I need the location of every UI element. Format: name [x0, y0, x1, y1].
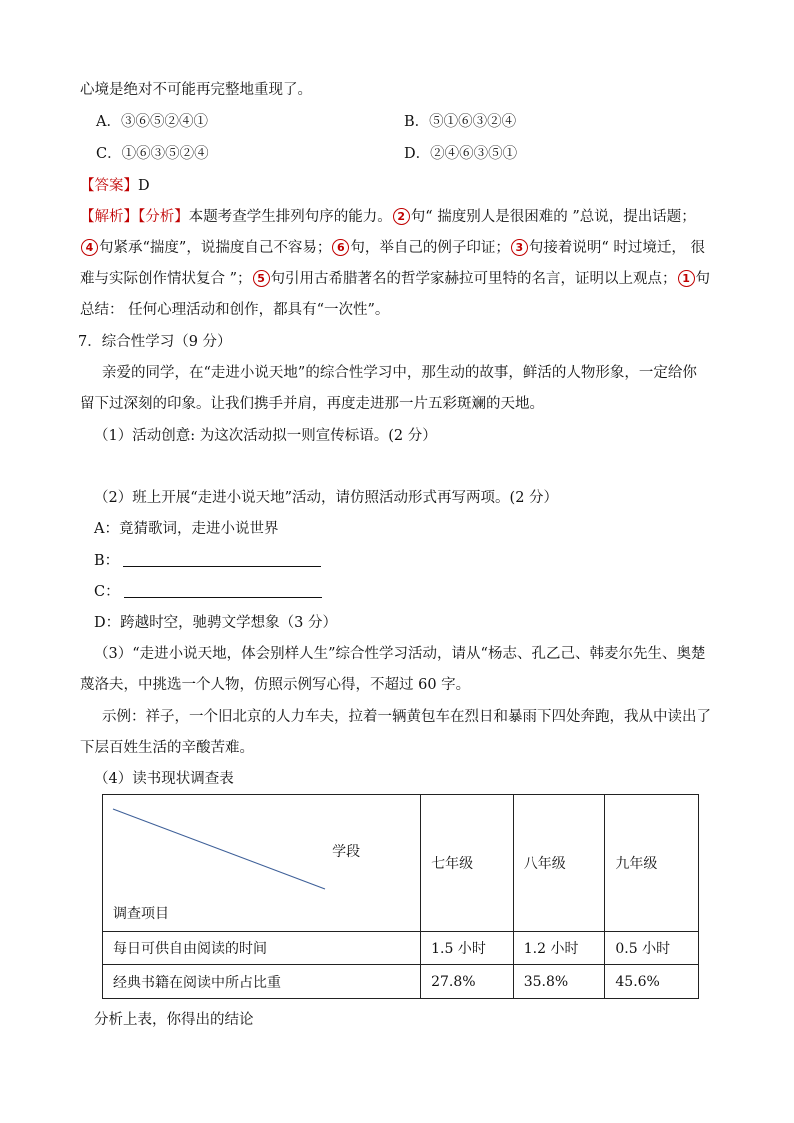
analysis-text: 句“ 揣度别人是很困难的 ”总说，提出话题； — [410, 209, 696, 225]
table-cell: 45.6% — [605, 965, 699, 999]
circled-1: 1 — [678, 270, 695, 287]
circled-4: 4 — [81, 239, 98, 256]
diagonal-header-cell — [103, 795, 421, 932]
analysis-line-4: 总结： 任何心理活动和创作，都具有“一次性”。 — [80, 302, 390, 318]
intro-tail-text: 心境是绝对不可能再完整地重现了。 — [80, 82, 312, 98]
q7-heading: 7．综合性学习（9 分） — [78, 334, 232, 350]
survey-table — [102, 794, 699, 999]
analysis-line-1 — [80, 207, 696, 227]
q7-sub-2: （2）班上开展“走进小说天地”活动，请仿照活动形式再写两项。(2 分） — [94, 490, 559, 506]
item-c-blank[interactable] — [124, 583, 322, 598]
option-a: A．③⑥⑤②④① — [96, 114, 208, 130]
q7-para-1: 亲爱的同学，在“走进小说天地”的综合性学习中，那生动的故事，鲜活的人物形象，一定给你 — [102, 365, 697, 381]
table-cell: 1.5 小时 — [421, 932, 514, 965]
item-b-label: B： — [94, 553, 120, 569]
example-line-2: 下层百姓生活的辛酸苦难。 — [80, 740, 254, 756]
corner-top-label: 学段 — [332, 844, 361, 860]
row-label: 经典书籍在阅读中所占比重 — [103, 965, 421, 999]
q7-sub-1: （1）活动创意: 为这次活动拟一则宣传标语。(2 分） — [94, 428, 437, 444]
option-b: B．⑤①⑥③②④ — [404, 114, 517, 130]
answer-line — [80, 176, 150, 196]
q7-sub-4: （4）读书现状调查表 — [94, 771, 234, 787]
option-d: D．②④⑥③⑤① — [404, 146, 518, 162]
analysis-line-2 — [80, 238, 705, 258]
row-label: 每日可供自由阅读的时间 — [103, 932, 421, 965]
table-row — [103, 932, 699, 965]
analysis-text: 难与实际创作情状复合 ”； — [80, 271, 252, 287]
analysis-line-3 — [80, 269, 710, 289]
item-c-label: C： — [94, 584, 120, 600]
item-a: A：竟猜歌词，走进小说世界 — [94, 521, 279, 537]
item-d: D：跨越时空，驰骋文学想象（3 分） — [94, 615, 337, 631]
table-cell: 27.8% — [421, 965, 514, 999]
corner-bottom-label: 调查项目 — [113, 906, 169, 922]
column-header: 七年级 — [421, 795, 514, 932]
analysis-tag: 【解析】 — [80, 209, 138, 225]
circled-5: 5 — [253, 270, 270, 287]
q7-sub-3-line-2: 蔑洛夫，中挑选一个人物，仿照示例写心得，不超过 60 字。 — [80, 677, 471, 693]
table-header-row — [103, 795, 699, 932]
option-c: C．①⑥③⑤②④ — [96, 146, 209, 162]
analysis-text: 本题考查学生排列句序的能力。 — [188, 209, 392, 225]
table-cell: 35.8% — [513, 965, 605, 999]
answer-value: D — [138, 178, 150, 194]
circled-3: 3 — [511, 239, 528, 256]
column-header: 八年级 — [513, 795, 605, 932]
answer-tag: 【答案】 — [80, 178, 138, 194]
analysis-text: 句 — [695, 271, 711, 287]
circled-6: 6 — [332, 239, 349, 256]
table-cell: 1.2 小时 — [513, 932, 605, 965]
q7-sub-3-line-1: （3）“走进小说天地，体会别样人生”综合性学习活动，请从“杨志、孔乙己、韩麦尔先生、奥楚 — [94, 646, 706, 662]
table-cell: 0.5 小时 — [605, 932, 699, 965]
circled-2: 2 — [393, 208, 410, 225]
analysis-text: 句接着说明“ 时过境迁， 很 — [528, 240, 705, 256]
column-header: 九年级 — [605, 795, 699, 932]
q7-para-2: 留下过深刻的印象。让我们携手并肩，再度走进那一片五彩斑斓的天地。 — [80, 396, 544, 412]
table-row — [103, 965, 699, 999]
fenxi-tag: 【分析】 — [138, 209, 189, 225]
item-b-blank[interactable] — [123, 552, 321, 567]
example-line-1: 示例：祥子，一个旧北京的人力车夫，拉着一辆黄包车在烈日和暴雨下四处奔跑，我从中读出了 — [102, 709, 711, 725]
conclusion-prompt: 分析上表，你得出的结论 — [94, 1012, 254, 1028]
analysis-text: 句紧承“揣度”，说揣度自己不容易； — [99, 240, 332, 256]
analysis-text: 句引用古希腊著名的哲学家赫拉可里特的名言，证明以上观点； — [270, 271, 677, 287]
item-b — [94, 551, 321, 571]
analysis-text: 句，举自己的例子印证； — [350, 240, 510, 256]
item-c — [94, 582, 322, 602]
